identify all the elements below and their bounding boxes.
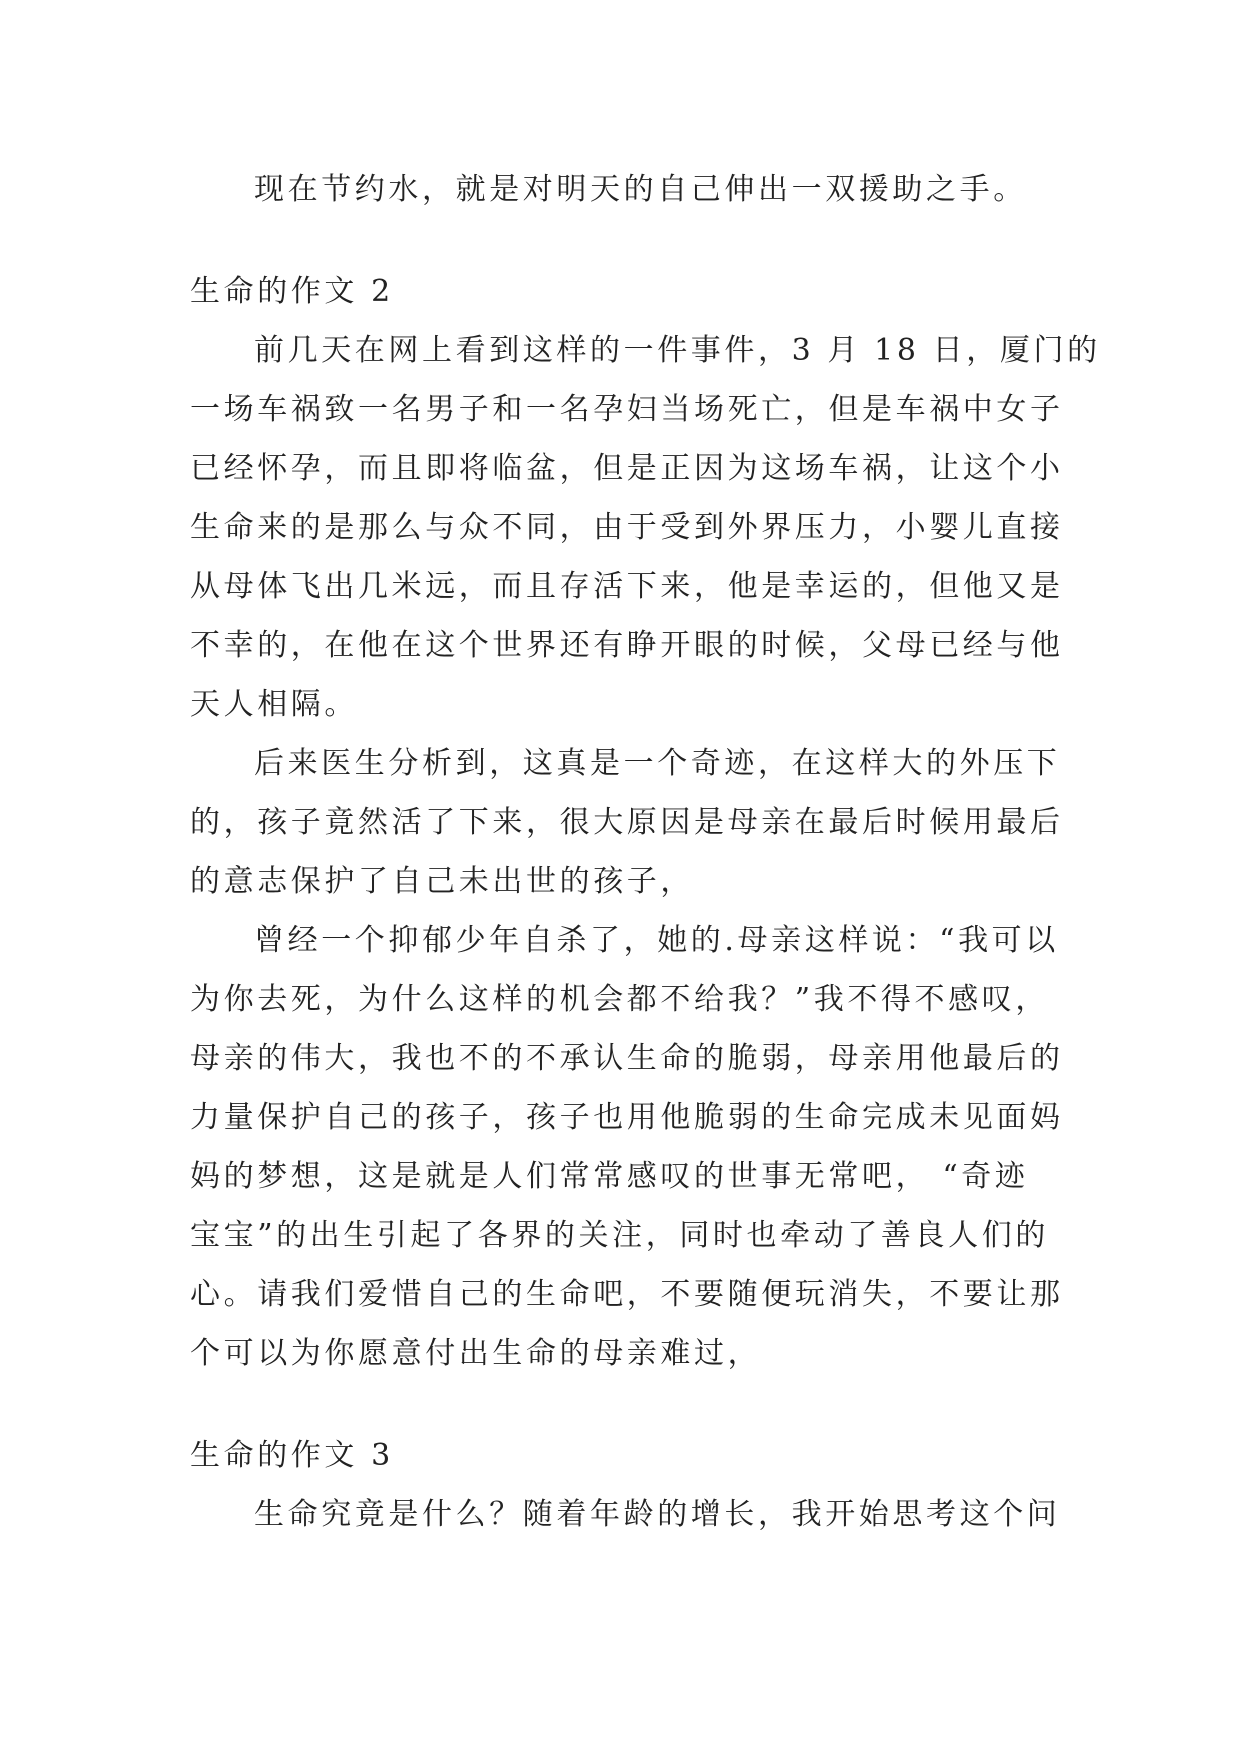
section-gap	[190, 1383, 1050, 1426]
paragraph-line: 宝宝”的出生引起了各界的关注，同时也牵动了善良人们的	[190, 1218, 1049, 1253]
paragraph-line: 的意志保护了自己未出世的孩子，	[190, 864, 694, 899]
paragraph-line: 的，孩子竟然活了下来，很大原因是母亲在最后时候用最后	[190, 805, 1064, 840]
paragraph-line: 生命来的是那么与众不同，由于受到外界压力，小婴儿直接	[190, 510, 1064, 545]
section-heading-3: 生命的作文 3	[190, 1438, 394, 1473]
section3-paragraph-1	[190, 1485, 1061, 1544]
paragraph-line: 个可以为你愿意付出生命的母亲难过，	[190, 1336, 762, 1371]
document-body	[190, 160, 1101, 1544]
paragraph-line: 母亲的伟大，我也不的不承认生命的脆弱，母亲用他最后的	[190, 1041, 1064, 1076]
section-heading-2: 生命的作文 2	[190, 274, 394, 309]
paragraph-line: 不幸的，在他在这个世界还有睁开眼的时候，父母已经与他	[190, 628, 1064, 663]
paragraph-line: 妈的梦想，这是就是人们常常感叹的世事无常吧， “奇迹	[190, 1159, 1029, 1194]
paragraph-line: 前几天在网上看到这样的一件事件，3 月 18 日，厦门的	[254, 333, 1101, 368]
paragraph-line: 心。请我们爱惜自己的生命吧，不要随便玩消失，不要让那	[190, 1277, 1064, 1312]
paragraph-line: 天人相隔。	[190, 687, 358, 722]
paragraph-line: 力量保护自己的孩子，孩子也用他脆弱的生命完成未见面妈	[190, 1100, 1064, 1135]
paragraph-line: 已经怀孕，而且即将临盆，但是正因为这场车祸，让这个小	[190, 451, 1064, 486]
section-gap	[190, 219, 1050, 262]
paragraph-line: 生命究竟是什么？随着年龄的增长，我开始思考这个问	[254, 1497, 1061, 1532]
paragraph-line: 为你去死，为什么这样的机会都不给我？”我不得不感叹，	[190, 982, 1049, 1017]
paragraph-line: 后来医生分析到，这真是一个奇迹，在这样大的外压下	[254, 746, 1061, 781]
paragraph-line: 一场车祸致一名男子和一名孕妇当场死亡，但是车祸中女子	[190, 392, 1064, 427]
paragraph-line: 从母体飞出几米远，而且存活下来，他是幸运的，但他又是	[190, 569, 1064, 604]
paragraph-line: 曾经一个抑郁少年自杀了，她的.母亲这样说：“我可以	[254, 923, 1059, 958]
section2-paragraph-2	[190, 734, 1064, 911]
section2-paragraph-1	[190, 321, 1101, 734]
section2-paragraph-3	[190, 911, 1064, 1383]
intro-paragraph-line: 现在节约水，就是对明天的自己伸出一双援助之手。	[254, 172, 1027, 207]
